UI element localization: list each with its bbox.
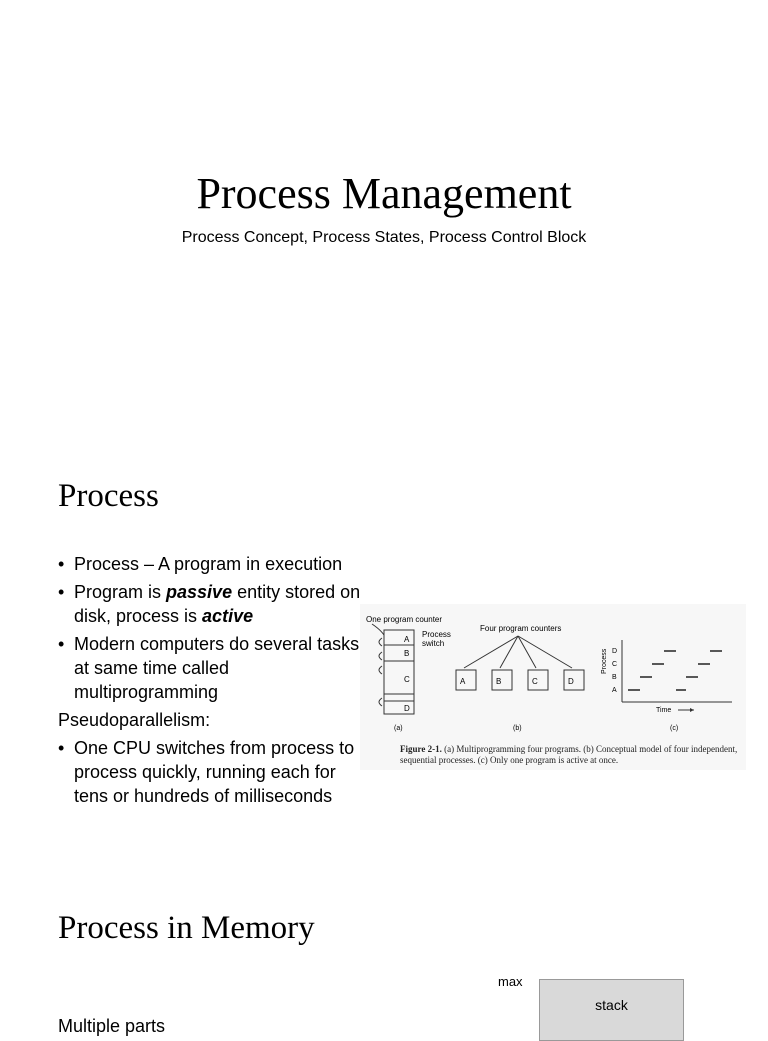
axis-c: C [612,661,618,668]
box-b: B [404,649,410,658]
time-axis-label: Time [656,707,672,714]
process-memory-slide [0,880,768,1036]
slide-heading: Process [58,478,159,514]
one-pc-label: One program counter [366,615,443,624]
box-c: C [404,675,410,684]
figure-diagram [360,604,746,744]
process-switch-label: switch [422,639,445,648]
panel-b-label: (b) [513,725,522,732]
axis-b: B [612,674,617,681]
stack-block [539,979,684,1041]
title-slide [0,0,768,440]
plain-text: Pseudoparallelism: [58,710,211,730]
box-a: A [460,677,466,686]
bullet-list [58,552,368,812]
bullet-item: • Process – A program in execution [58,552,368,576]
bullet-item: • Modern computers do several tasks at same time called multiprogramming [58,632,368,704]
box-b: B [496,677,502,686]
axis-a: A [612,687,617,694]
box-d: D [568,677,574,686]
box-a: A [404,635,410,644]
partial-text: Multiple parts [58,1016,166,1036]
four-pc-label: Four program counters [480,624,562,633]
box-c: C [532,677,538,686]
max-label: max [498,974,523,989]
slide-heading: Process in Memory [58,910,315,946]
bullet-item: • One CPU switches from process to process quickly, running each for tens or hundreds of milliseconds [58,736,368,808]
multiprogramming-figure [360,604,746,770]
process-axis-label: Process [601,648,608,674]
figure-caption: Figure 2-1. (a) Multiprogramming four programs. (b) Conceptual model of four independent, sequential processes. (c) Only one program is active at once. [400,744,738,765]
panel-a-label: (a) [394,725,403,732]
slide-subtitle: Process Concept, Process States, Process Control Block [181,229,587,246]
panel-c-label: (c) [670,725,679,732]
box-d: D [404,704,410,713]
axis-d: D [612,648,618,655]
bullet-item: • Program is passive entity stored on disk, process is active [58,580,368,628]
stack-label: stack [595,997,628,1013]
slide-title: Process Management [196,169,572,218]
process-switch-label: Process [422,630,451,639]
